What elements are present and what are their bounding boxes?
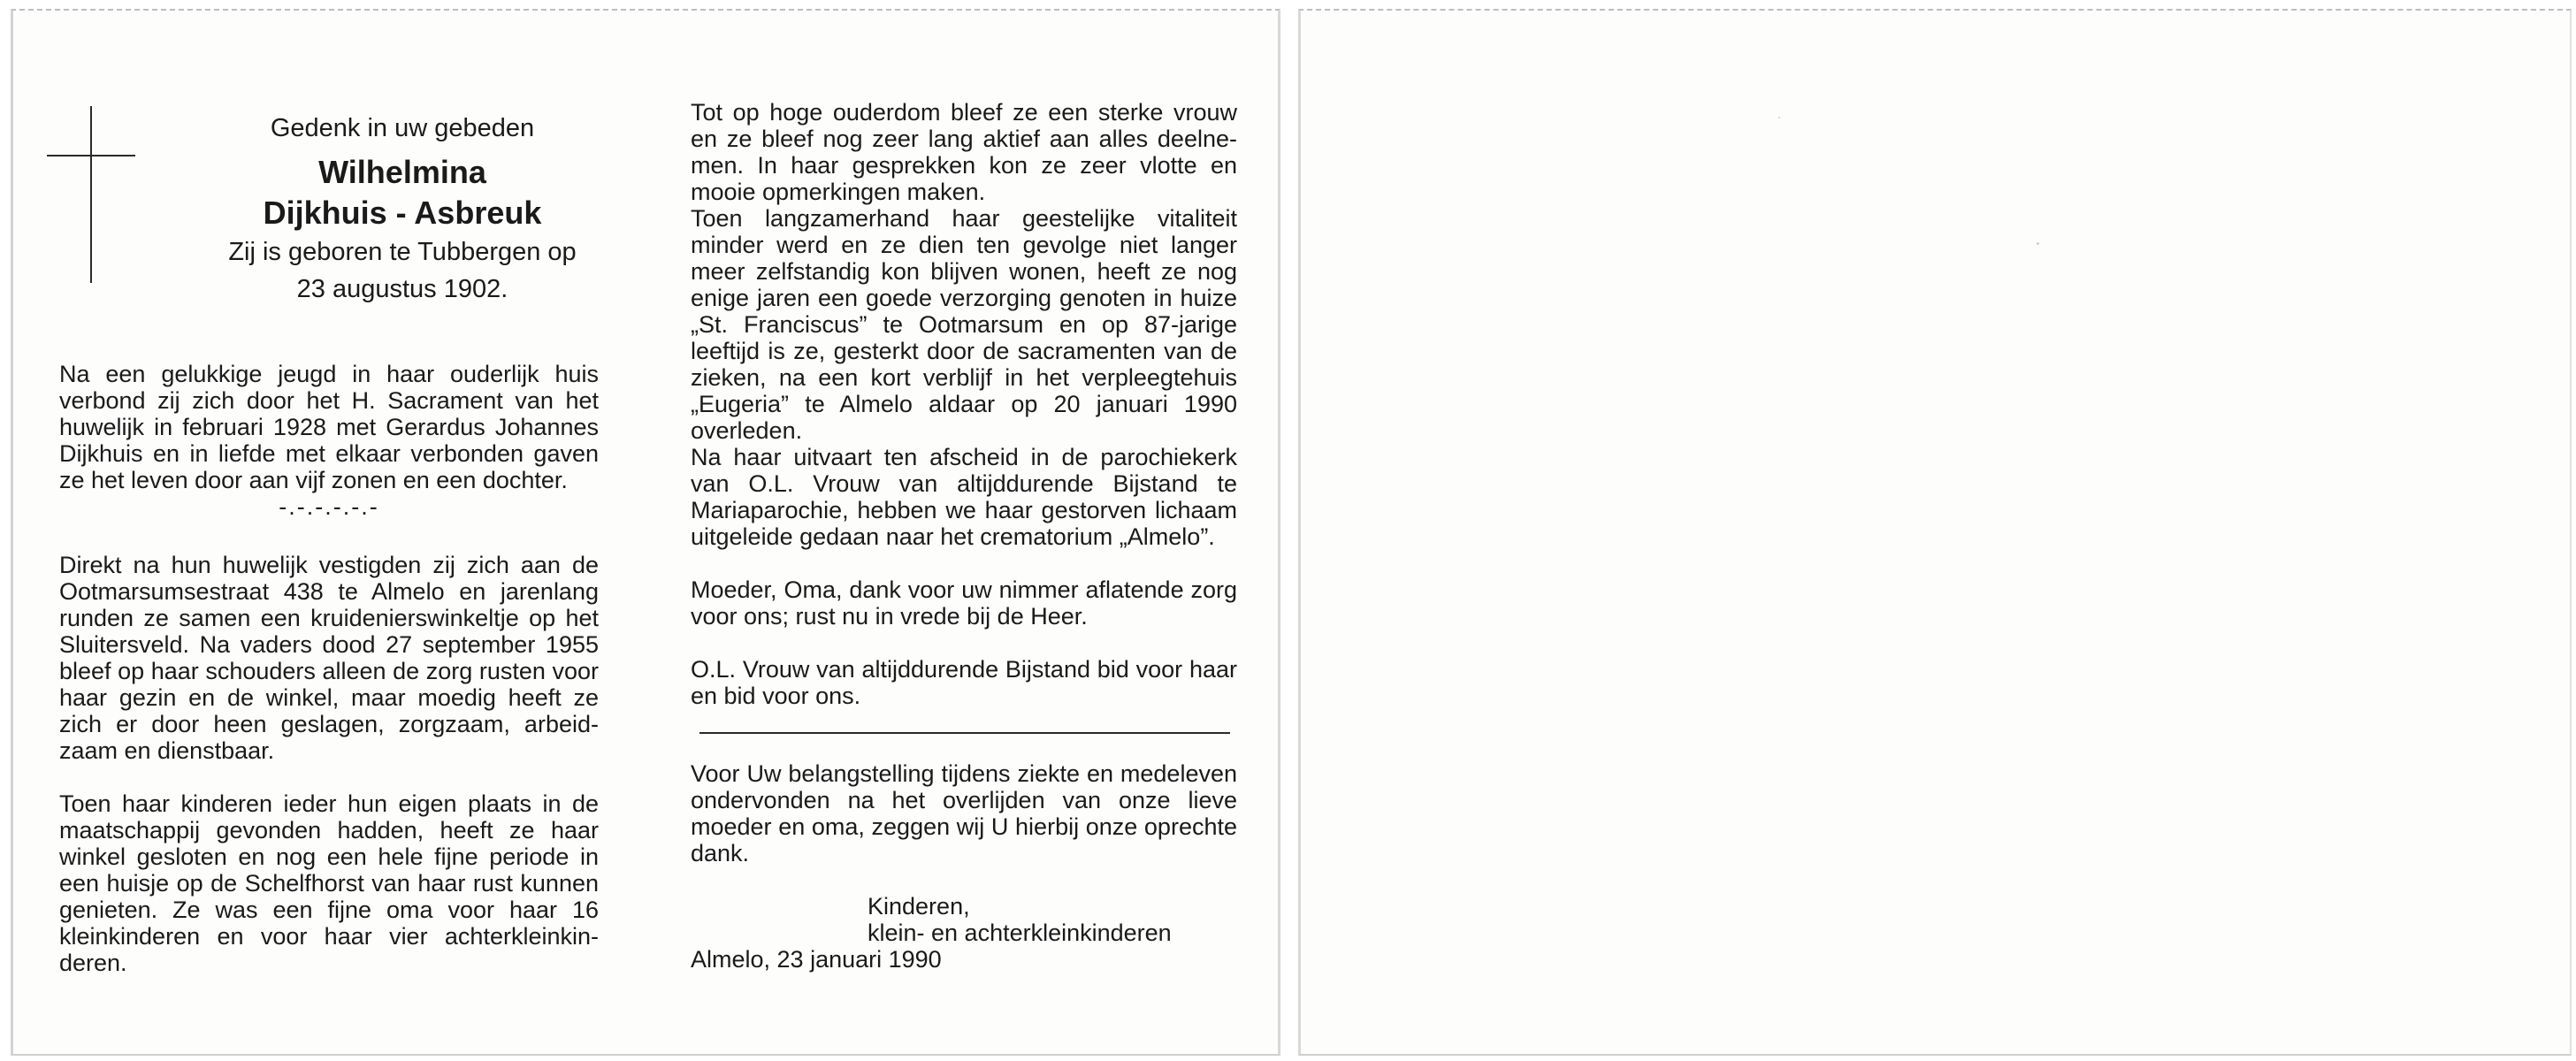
paragraph-gratitude-mother: Moeder, Oma, dank voor uw nimmer aflatende zorg voor ons; rust nu in vrede bij de Heer. <box>691 576 1237 630</box>
paragraph-thanks: Voor Uw belangstelling tijdens ziekte en medeleven ondervonden na het overlijden van onze lieve moeder en oma, zeggen wij U hierbij onze oprechte dank. <box>691 760 1237 866</box>
cross-vertical-bar <box>90 106 92 283</box>
birth-line-1: Zij is geboren te Tubbergen op <box>228 238 577 266</box>
surname: Dijkhuis - Asbreuk <box>263 195 542 231</box>
paper-speck <box>2037 242 2039 245</box>
memorial-card-right-panel-blank <box>1298 9 2572 1056</box>
cross-horizontal-bar <box>47 155 135 156</box>
text-column-2 <box>691 99 1237 973</box>
signoff-grandchildren: klein- en achterkleinkinderen <box>868 920 1172 946</box>
remembrance-line: Gedenk in uw gebeden <box>270 114 535 142</box>
paper-speck <box>1778 117 1780 118</box>
card-heading <box>190 110 615 308</box>
signoff-children: Kinderen, <box>868 893 970 920</box>
memorial-card-left-panel <box>11 9 1280 1056</box>
dotted-separator: -.-.-.-.-.- <box>279 493 379 520</box>
paragraph-funeral: Na haar uitvaart ten afscheid in de parochiekerk van O.L. Vrouw van altijddurende Bijstand te Mariaparochie, hebben we haar gestorven lichaam uitgeleide gedaan naar het crematorium „Almelo”. <box>691 444 1237 550</box>
paragraph-shop: Direkt na hun huwelijk vestigden zij zich aan de Ootmarsumsestraat 438 te Almelo en jarenlang runden ze samen een kruidenierswinkeltje op het Sluitersveld. Na vaders dood 27 september 1955 bleef op haar schouders alleen de zorg rusten voor haar gezin en de winkel, maar moedig heeft ze zich er door heen geslagen, zorgzaam, arbeidzaam en dienstbaar. <box>59 552 599 764</box>
paragraph-retirement: Toen haar kinderen ieder hun eigen plaats in de maatschappij gevonden hadden, heeft ze haar winkel gesloten en nog een hele fijne periode in een huisje op de Schelfhorst van haar rust kunnen genieten. Ze was een fijne oma voor haar 16 kleinkinderen en voor haar vier achterkleinkinderen. <box>59 790 599 976</box>
text-column-1 <box>59 361 599 976</box>
cross-icon <box>47 106 135 283</box>
place-and-date: Almelo, 23 januari 1990 <box>691 946 942 973</box>
paragraph-old-age: Tot op hoge ouderdom bleef ze een sterke vrouw en ze bleef nog zeer lang aktief aan alles deelnemen. In haar gesprekken kon ze zeer vlotte en mooie opmerkingen maken. <box>691 99 1237 205</box>
birth-line-2: 23 augustus 1902. <box>296 275 508 303</box>
paragraph-prayer: O.L. Vrouw van altijddurende Bijstand bid voor haar en bid voor ons. <box>691 656 1237 709</box>
paragraph-passing: Toen langzamerhand haar geestelijke vitaliteit minder werd en ze dien ten gevolge niet langer meer zelfstandig kon blijven wonen, heeft ze nog enige jaren een goede verzorging genoten in huize „St. Franciscus” te Ootmarsum en op 87-jarige leeftijd is ze, gesterkt door de sacramenten van de zieken, na een kort verblijf in het verpleegtehuis „Eugeria” te Almelo aldaar op 20 januari 1990 overleden. <box>691 205 1237 444</box>
first-name: Wilhelmina <box>318 154 486 190</box>
paragraph-marriage: Na een gelukkige jeugd in haar ouderlijk huis verbond zij zich door het H. Sacrament van het huwelijk in februari 1928 met Gerardus Johannes Dijkhuis en in liefde met elkaar verbonden gaven ze het leven door aan vijf zonen en een dochter. <box>59 361 599 493</box>
